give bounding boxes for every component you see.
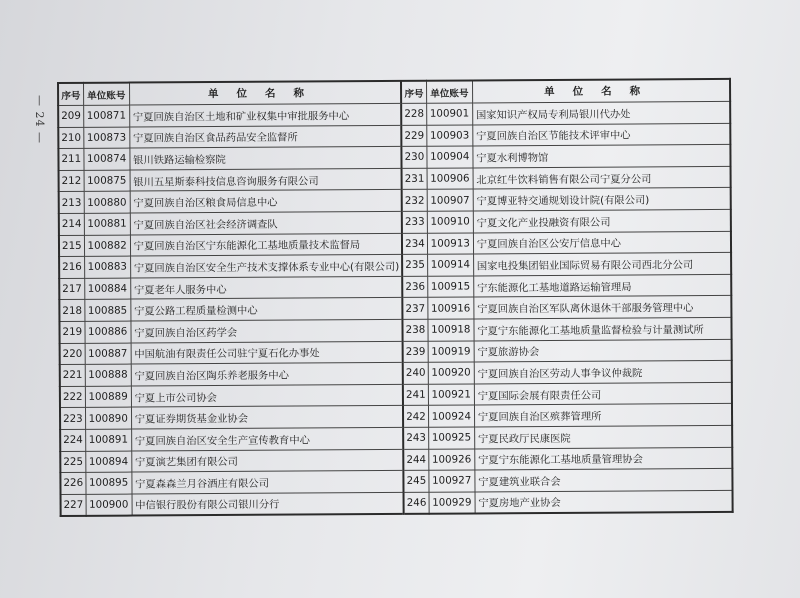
cell-unit-name: 宁夏回族自治区公安厅信息中心 bbox=[473, 231, 731, 254]
cell-unit-name: 中国航油有限责任公司驻宁夏石化办事处 bbox=[131, 341, 403, 364]
cell-unit-name: 宁夏回族自治区粮食局信息中心 bbox=[130, 190, 402, 213]
cell-account: 100914 bbox=[427, 254, 473, 276]
cell-no: 244 bbox=[403, 449, 428, 471]
cell-no: 237 bbox=[402, 298, 427, 320]
header-acct-left: 单位账号 bbox=[83, 83, 129, 106]
cell-no: 215 bbox=[59, 235, 84, 257]
cell-unit-name: 宁夏旅游协会 bbox=[474, 339, 732, 362]
cell-account: 100883 bbox=[84, 256, 130, 278]
cell-account: 100901 bbox=[426, 103, 472, 125]
cell-no: 235 bbox=[402, 254, 427, 276]
cell-account: 100904 bbox=[427, 146, 473, 168]
cell-no: 216 bbox=[59, 256, 84, 278]
cell-no: 211 bbox=[58, 149, 83, 171]
cell-account: 100915 bbox=[427, 276, 473, 298]
cell-no: 225 bbox=[60, 451, 85, 473]
cell-no: 233 bbox=[402, 211, 427, 233]
cell-no: 223 bbox=[60, 408, 85, 430]
cell-account: 100921 bbox=[428, 384, 474, 406]
cell-no: 214 bbox=[59, 213, 84, 235]
cell-unit-name: 国家电投集团铝业国际贸易有限公司西北分公司 bbox=[473, 253, 731, 276]
cell-account: 100918 bbox=[428, 319, 474, 341]
cell-no: 222 bbox=[60, 386, 85, 408]
cell-unit-name: 中信银行股份有限公司银川分行 bbox=[132, 492, 404, 516]
cell-no: 240 bbox=[403, 362, 428, 384]
cell-no: 217 bbox=[59, 278, 84, 300]
cell-account: 100929 bbox=[429, 492, 475, 514]
cell-account: 100920 bbox=[428, 362, 474, 384]
cell-no: 242 bbox=[403, 406, 428, 428]
cell-no: 227 bbox=[61, 494, 86, 516]
cell-account: 100900 bbox=[86, 494, 132, 516]
cell-account: 100887 bbox=[85, 343, 131, 365]
cell-no: 228 bbox=[401, 103, 426, 125]
cell-no: 220 bbox=[60, 343, 85, 365]
cell-account: 100889 bbox=[85, 386, 131, 408]
cell-no: 224 bbox=[60, 429, 85, 451]
cell-account: 100919 bbox=[428, 340, 474, 362]
cell-no: 230 bbox=[402, 146, 427, 168]
cell-unit-name: 宁夏回族自治区安全生产技术支撑体系专业中心(有限公司) bbox=[130, 255, 402, 278]
cell-no: 246 bbox=[404, 492, 429, 514]
cell-account: 100895 bbox=[86, 472, 132, 494]
cell-account: 100907 bbox=[427, 189, 473, 211]
cell-unit-name: 宁夏水利博物馆 bbox=[473, 145, 731, 168]
cell-unit-name: 宁夏博亚特交通规划设计院(有限公司) bbox=[473, 188, 731, 211]
header-acct-right: 单位账号 bbox=[426, 80, 472, 103]
cell-account: 100886 bbox=[85, 321, 131, 343]
cell-unit-name: 宁夏回族自治区宁东能源化工基地质量技术监督局 bbox=[130, 233, 402, 256]
cell-account: 100880 bbox=[84, 191, 130, 213]
cell-unit-name: 宁夏公路工程质量检测中心 bbox=[130, 298, 402, 321]
cell-unit-name: 宁夏回族自治区陶乐养老服务中心 bbox=[131, 363, 403, 386]
cell-no: 212 bbox=[59, 170, 84, 192]
cell-unit-name: 宁夏文化产业投融资有限公司 bbox=[473, 209, 731, 232]
cell-unit-name: 宁夏建筑业联合会 bbox=[475, 468, 733, 491]
cell-account: 100903 bbox=[427, 125, 473, 147]
cell-account: 100885 bbox=[84, 299, 130, 321]
cell-account: 100916 bbox=[428, 297, 474, 319]
header-name-right: 单位名称 bbox=[472, 79, 730, 103]
cell-unit-name: 宁夏回族自治区食品药品安全监督所 bbox=[129, 125, 401, 148]
cell-unit-name: 宁夏房地产业协会 bbox=[475, 490, 733, 514]
cell-account: 100927 bbox=[429, 470, 475, 492]
cell-no: 229 bbox=[401, 125, 426, 147]
cell-no: 241 bbox=[403, 384, 428, 406]
cell-unit-name: 宁夏回族自治区殡葬管理所 bbox=[474, 404, 732, 427]
cell-account: 100881 bbox=[84, 213, 130, 235]
cell-unit-name: 北京红牛饮料销售有限公司宁夏分公司 bbox=[473, 166, 731, 189]
cell-no: 219 bbox=[59, 321, 84, 343]
cell-unit-name: 银川五星斯泰科技信息咨询服务有限公司 bbox=[130, 168, 402, 191]
cell-no: 234 bbox=[402, 233, 427, 255]
cell-no: 221 bbox=[60, 364, 85, 386]
cell-no: 238 bbox=[403, 319, 428, 341]
table-row bbox=[61, 490, 733, 516]
cell-unit-name: 宁东能源化工基地道路运输管理局 bbox=[473, 274, 731, 297]
cell-no: 213 bbox=[59, 192, 84, 214]
table-container bbox=[57, 78, 734, 517]
cell-account: 100874 bbox=[84, 148, 130, 170]
cell-no: 210 bbox=[58, 127, 83, 149]
header-name-left: 单位名称 bbox=[129, 81, 401, 105]
cell-unit-name: 宁夏森森兰月谷酒庄有限公司 bbox=[132, 470, 404, 493]
cell-unit-name: 银川铁路运输检察院 bbox=[130, 147, 402, 170]
cell-account: 100913 bbox=[427, 233, 473, 255]
cell-account: 100884 bbox=[84, 278, 130, 300]
cell-account: 100910 bbox=[427, 211, 473, 233]
cell-no: 236 bbox=[402, 276, 427, 298]
cell-unit-name: 宁夏民政厅民康医院 bbox=[474, 425, 732, 448]
cell-no: 218 bbox=[59, 300, 84, 322]
cell-unit-name: 宁夏证券期货基金业协会 bbox=[131, 406, 403, 429]
cell-account: 100871 bbox=[83, 105, 129, 127]
table-body bbox=[58, 101, 733, 516]
cell-no: 243 bbox=[403, 427, 428, 449]
cell-unit-name: 宁夏演艺集团有限公司 bbox=[131, 449, 403, 472]
cell-unit-name: 宁夏回族自治区社会经济调查队 bbox=[130, 211, 402, 234]
cell-no: 209 bbox=[58, 105, 83, 127]
cell-no: 245 bbox=[404, 470, 429, 492]
cell-no: 232 bbox=[402, 190, 427, 212]
cell-account: 100906 bbox=[427, 168, 473, 190]
cell-no: 226 bbox=[60, 472, 85, 494]
cell-unit-name: 国家知识产权局专利局银川代办处 bbox=[472, 101, 730, 124]
cell-unit-name: 宁夏回族自治区军队离休退休干部服务管理中心 bbox=[474, 296, 732, 319]
cell-account: 100875 bbox=[84, 170, 130, 192]
cell-unit-name: 宁夏老年人服务中心 bbox=[130, 276, 402, 299]
cell-account: 100882 bbox=[84, 235, 130, 257]
cell-account: 100891 bbox=[85, 429, 131, 451]
header-no-left: 序号 bbox=[58, 83, 83, 106]
page-number: — 24 — bbox=[33, 95, 46, 144]
cell-unit-name: 宁夏宁东能源化工基地质量监督检验与计量测试所 bbox=[474, 317, 732, 340]
cell-unit-name: 宁夏回族自治区土地和矿业权集中审批服务中心 bbox=[129, 103, 401, 126]
cell-unit-name: 宁夏宁东能源化工基地质量管理协会 bbox=[475, 447, 733, 470]
cell-unit-name: 宁夏回族自治区节能技术评审中心 bbox=[473, 123, 731, 146]
cell-account: 100894 bbox=[85, 451, 131, 473]
cell-account: 100926 bbox=[429, 448, 475, 470]
cell-unit-name: 宁夏上市公司协会 bbox=[131, 384, 403, 407]
cell-unit-name: 宁夏国际会展有限责任公司 bbox=[474, 382, 732, 405]
cell-account: 100924 bbox=[428, 405, 474, 427]
cell-no: 239 bbox=[403, 341, 428, 363]
cell-account: 100925 bbox=[428, 427, 474, 449]
cell-account: 100873 bbox=[83, 127, 129, 149]
cell-no: 231 bbox=[402, 168, 427, 190]
cell-account: 100890 bbox=[85, 407, 131, 429]
header-no-right: 序号 bbox=[401, 81, 426, 104]
cell-unit-name: 宁夏回族自治区安全生产宣传教育中心 bbox=[131, 427, 403, 450]
unit-account-table bbox=[57, 78, 734, 517]
cell-unit-name: 宁夏回族自治区药学会 bbox=[131, 319, 403, 342]
cell-unit-name: 宁夏回族自治区劳动人事争议仲裁院 bbox=[474, 361, 732, 384]
cell-account: 100888 bbox=[85, 364, 131, 386]
